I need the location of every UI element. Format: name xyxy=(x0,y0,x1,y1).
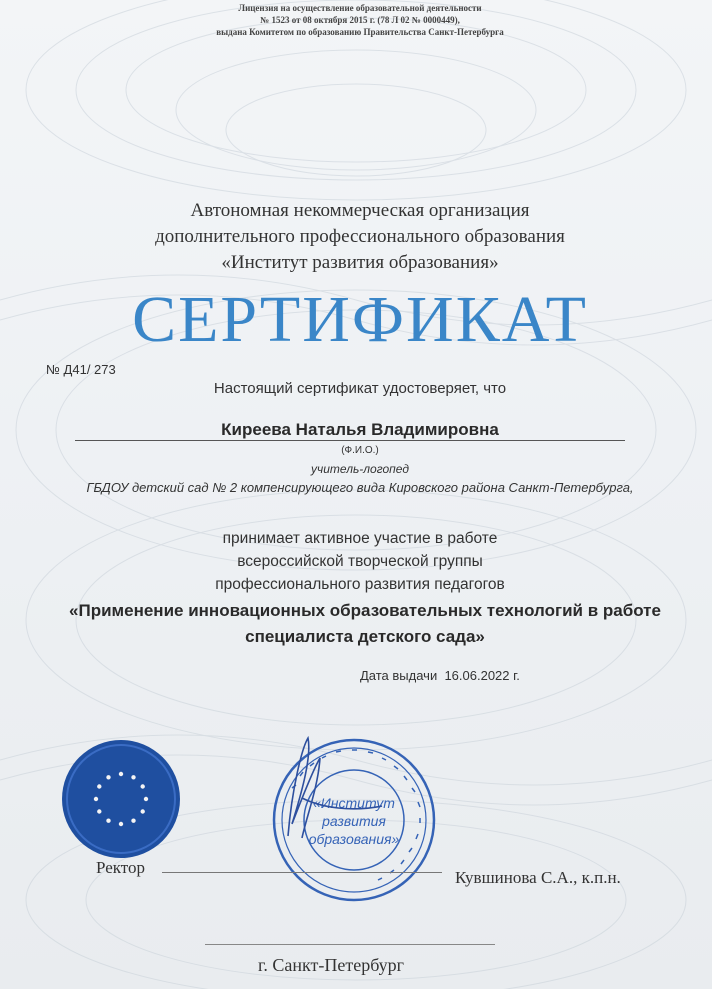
organization-name xyxy=(60,198,660,276)
signature-line xyxy=(162,872,442,873)
city-line xyxy=(205,944,495,945)
program-line-2: специалиста детского сада» xyxy=(245,627,485,646)
city-name: г. Санкт-Петербург xyxy=(258,955,405,975)
participation-line-2: всероссийской творческой группы xyxy=(237,553,483,570)
issue-date xyxy=(360,668,520,683)
program-line-1: «Применение инновационных образовательных технологий в работе xyxy=(69,601,661,620)
eu-style-emblem xyxy=(60,738,182,860)
issue-date-label: Дата выдачи xyxy=(360,668,438,683)
participation-text xyxy=(60,527,660,596)
institute-seal xyxy=(262,728,442,908)
seal-text-line-1: «Институт xyxy=(313,795,395,811)
license-line-2: № 1523 от 08 октября 2015 г. (78 Л 02 № 0000449), xyxy=(260,15,460,25)
signature-role: Ректор xyxy=(96,858,146,877)
issue-date-value: 16.06.2022 г. xyxy=(444,668,520,683)
participation-line-3: профессионального развития педагогов xyxy=(215,576,505,593)
recipient-name: Киреева Наталья Владимировна xyxy=(221,420,499,439)
organization-line-2: дополнительного профессионального образования xyxy=(155,226,565,247)
recipient-position: учитель-логопед xyxy=(311,462,409,476)
participation-line-1: принимает активное участие в работе xyxy=(222,530,498,547)
certificate-title: СЕРТИФИКАТ xyxy=(132,283,588,356)
seal-text-line-2: развития xyxy=(322,813,386,829)
recipient-institution: ГБДОУ детский сад № 2 компенсирующего вида Кировского района Санкт-Петербурга, xyxy=(86,480,634,495)
license-line-3: выдана Комитетом по образованию Правительства Санкт-Петербурга xyxy=(216,27,504,37)
seal-text-line-3: образования» xyxy=(308,831,400,847)
organization-line-3: «Институт развития образования» xyxy=(221,252,499,273)
license-line-1: Лицензия на осуществление образовательной деятельности xyxy=(238,3,482,13)
program-title xyxy=(20,598,710,650)
organization-line-1: Автономная некоммерческая организация xyxy=(190,200,530,221)
certifies-text: Настоящий сертификат удостоверяет, что xyxy=(213,380,507,397)
name-underline xyxy=(75,440,625,441)
name-caption: (Ф.И.О.) xyxy=(341,445,379,456)
certificate-number: № Д41/ 273 xyxy=(46,362,116,377)
signer-name: Кувшинова С.А., к.п.н. xyxy=(455,868,621,887)
license-info xyxy=(150,2,570,38)
